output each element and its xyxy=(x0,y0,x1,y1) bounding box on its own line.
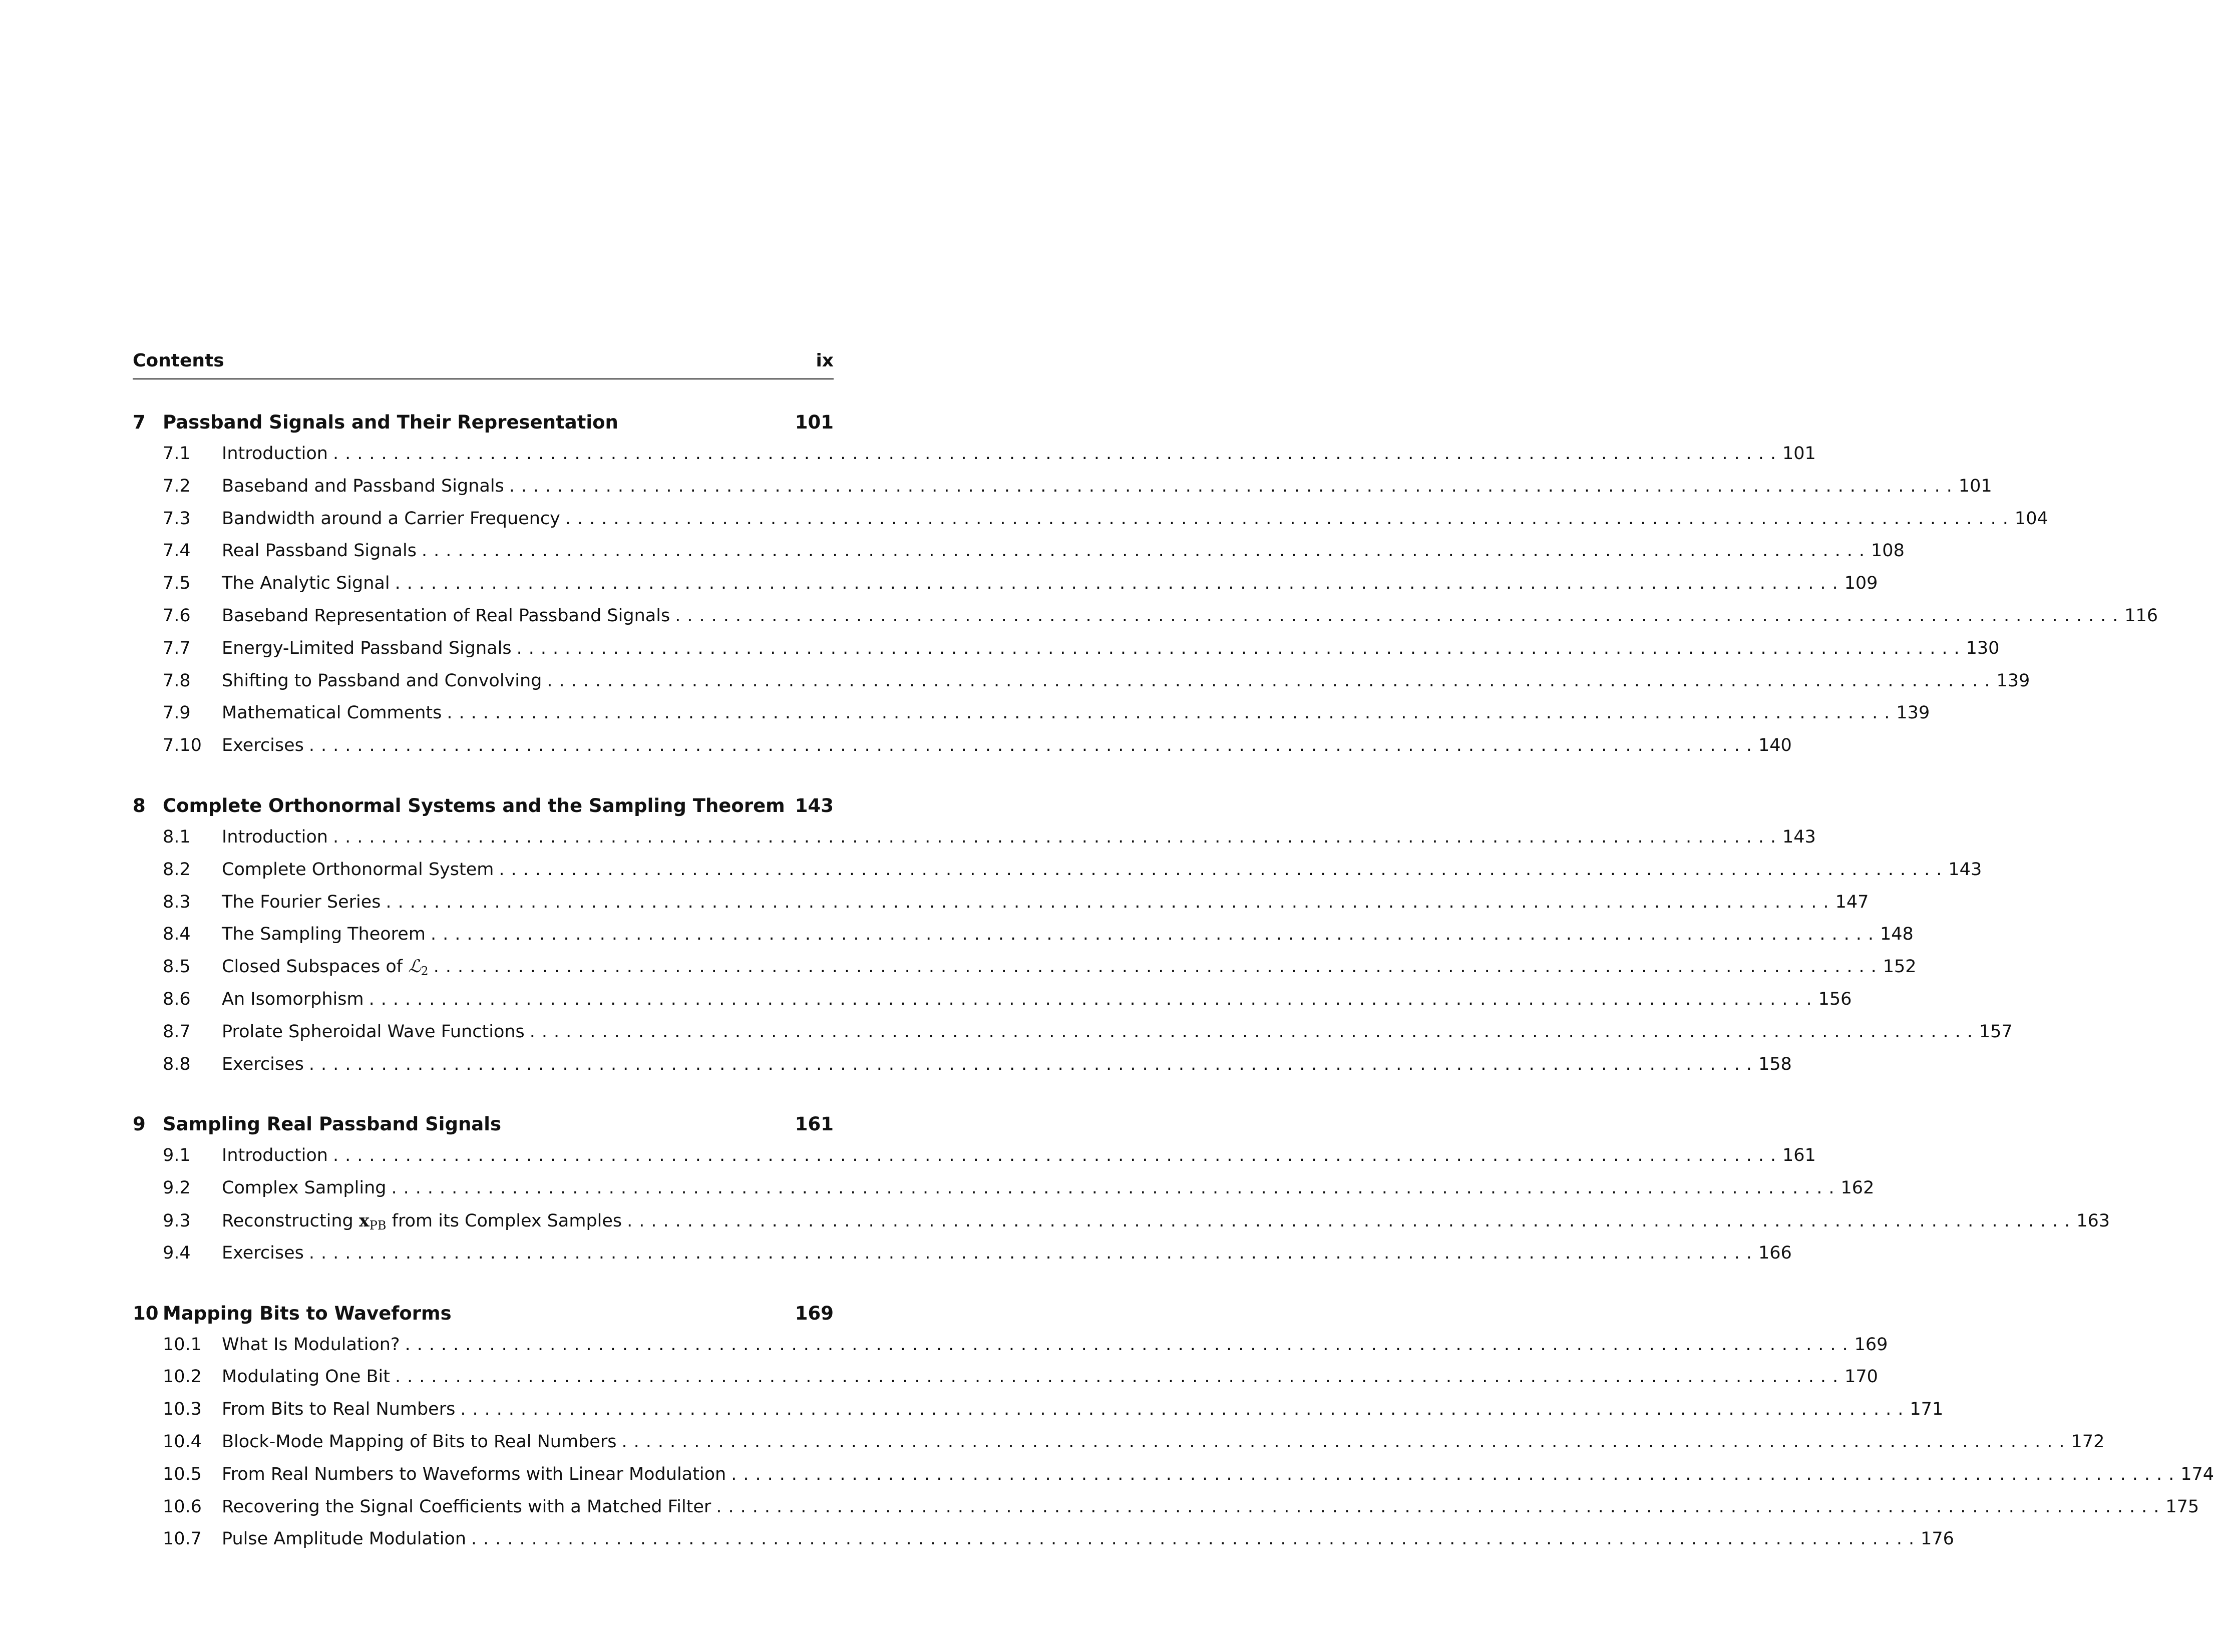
section-entry[interactable] xyxy=(133,957,1917,989)
section-number: 9.4 xyxy=(163,1243,191,1263)
section-title xyxy=(222,892,386,912)
section-page: 162 xyxy=(1840,1178,1875,1198)
section-page: 139 xyxy=(1896,703,1930,723)
dot-leader: ........................................................................................................................ xyxy=(731,1464,2181,1484)
section-entry[interactable] xyxy=(133,1243,1792,1276)
dot-leader: ........................................................................................................................ xyxy=(516,638,1966,658)
section-entry[interactable] xyxy=(133,703,1930,735)
section-number: 8.5 xyxy=(163,957,191,977)
section-entry[interactable] xyxy=(133,476,1992,509)
section-entry[interactable] xyxy=(133,1399,1944,1432)
section-number: 7.5 xyxy=(163,573,191,594)
section-number: 7.1 xyxy=(163,444,191,464)
section-title xyxy=(222,1054,309,1074)
dot-leader: ........................................................................................................................ xyxy=(499,859,1949,880)
section-entry[interactable] xyxy=(133,989,1852,1022)
chapter-number: 9 xyxy=(133,1113,146,1135)
dot-leader: ........................................................................................................................ xyxy=(405,1334,1855,1355)
dot-leader: ........................................................................................................................ xyxy=(421,541,1872,561)
section-entry[interactable] xyxy=(133,1496,2199,1529)
section-title-text: Reconstructing xyxy=(222,1210,359,1231)
section-page: 176 xyxy=(1921,1529,1954,1549)
section-title-text: from its Complex Samples xyxy=(386,1210,622,1231)
chapter-entry[interactable] xyxy=(133,411,834,444)
section-page: 170 xyxy=(1844,1367,1878,1387)
section-title-text: The Analytic Signal xyxy=(222,573,390,594)
section-page: 175 xyxy=(2165,1496,2199,1517)
section-title-text: Introduction xyxy=(222,827,328,847)
section-title xyxy=(222,1399,460,1419)
section-page: 116 xyxy=(2124,605,2158,626)
section-title-text: Baseband Representation of Real Passband Signals xyxy=(222,605,670,626)
section-page: 101 xyxy=(1782,444,1816,464)
section-page: 101 xyxy=(1958,476,1992,496)
toc-page xyxy=(133,350,2214,1588)
dot-leader: ........................................................................................................................ xyxy=(621,1431,2071,1452)
section-title xyxy=(222,924,431,944)
section-number: 7.4 xyxy=(163,541,191,561)
toc-chapter xyxy=(133,794,2013,1086)
dot-leader: ........................................................................................................................ xyxy=(308,1243,1758,1263)
toc-chapter xyxy=(133,1302,2214,1562)
section-page: 152 xyxy=(1883,957,1917,977)
section-page: 157 xyxy=(1979,1021,2013,1042)
section-title-text: Introduction xyxy=(222,444,328,464)
section-title xyxy=(222,476,509,496)
section-entry[interactable] xyxy=(133,827,1816,860)
section-title-text: Exercises xyxy=(222,735,304,756)
dot-leader: ........................................................................................................................ xyxy=(675,605,2125,626)
section-page: 158 xyxy=(1758,1054,1792,1074)
section-page: 139 xyxy=(1996,670,2030,691)
section-entry[interactable] xyxy=(133,1529,1954,1561)
section-page: 143 xyxy=(1782,827,1816,847)
math-subscript: 2 xyxy=(421,964,429,979)
section-title-text: Bandwidth around a Carrier Frequency xyxy=(222,508,560,529)
dot-leader: ........................................................................................................................ xyxy=(627,1210,2077,1231)
section-entry[interactable] xyxy=(133,1054,1792,1087)
section-entry[interactable] xyxy=(133,1464,2214,1497)
chapter-title: Passband Signals and Their Representation xyxy=(163,411,618,433)
section-page: 108 xyxy=(1871,541,1905,561)
section-number: 10.7 xyxy=(163,1529,202,1549)
section-number: 9.3 xyxy=(163,1210,191,1231)
section-title xyxy=(222,1335,405,1355)
section-title-text: The Sampling Theorem xyxy=(222,924,426,945)
dot-leader: ........................................................................................................................ xyxy=(471,1529,1921,1549)
section-title xyxy=(222,1464,731,1484)
section-title xyxy=(222,541,422,561)
table-of-contents xyxy=(133,411,2214,1561)
section-entry[interactable] xyxy=(133,859,1982,892)
section-number: 10.4 xyxy=(163,1431,202,1452)
section-entry[interactable] xyxy=(133,1021,2013,1054)
dot-leader: ........................................................................................................................ xyxy=(716,1496,2166,1517)
section-number: 7.8 xyxy=(163,670,191,691)
section-title xyxy=(222,638,517,658)
section-title xyxy=(222,1432,621,1452)
section-number: 10.2 xyxy=(163,1367,202,1387)
section-number: 7.2 xyxy=(163,476,191,496)
section-title xyxy=(222,735,309,755)
dot-leader: ........................................................................................................................ xyxy=(386,892,1835,912)
section-entry[interactable] xyxy=(133,735,1792,768)
section-entry[interactable] xyxy=(133,1367,1878,1399)
section-entry[interactable] xyxy=(133,670,2030,703)
chapter-entry[interactable] xyxy=(133,1113,834,1145)
section-title xyxy=(222,671,547,691)
section-title xyxy=(222,1178,391,1198)
chapter-number: 10 xyxy=(133,1302,159,1324)
section-title xyxy=(222,1367,395,1387)
section-title xyxy=(222,1243,309,1263)
section-number: 8.7 xyxy=(163,1021,191,1042)
section-number: 8.2 xyxy=(163,859,191,880)
section-entry[interactable] xyxy=(133,924,1914,957)
section-page: 140 xyxy=(1758,735,1792,756)
section-title xyxy=(222,860,499,880)
chapter-title: Complete Orthonormal Systems and the Sampling Theorem xyxy=(163,794,785,816)
section-number: 10.6 xyxy=(163,1496,202,1517)
section-title xyxy=(222,1529,471,1549)
dot-leader: ........................................................................................................................ xyxy=(308,735,1758,756)
chapter-entry[interactable] xyxy=(133,795,834,827)
section-title-text: Introduction xyxy=(222,1145,328,1166)
section-title-text: Block-Mode Mapping of Bits to Real Numbers xyxy=(222,1431,617,1452)
section-entry[interactable] xyxy=(133,1210,2110,1243)
section-page: 109 xyxy=(1844,573,1878,594)
section-title-text: Baseband and Passband Signals xyxy=(222,476,504,496)
section-page: 130 xyxy=(1966,638,2000,658)
section-page: 147 xyxy=(1835,892,1869,912)
section-page: 143 xyxy=(1948,859,1982,880)
math-subscript: PB xyxy=(369,1218,387,1232)
section-page: 171 xyxy=(1910,1399,1944,1420)
section-entry[interactable] xyxy=(133,1431,2105,1464)
section-title xyxy=(222,1145,333,1165)
dot-leader: ........................................................................................................................ xyxy=(368,989,1818,1009)
dot-leader: ........................................................................................................................ xyxy=(447,703,1897,723)
section-title-text: Closed Subspaces of xyxy=(222,957,409,977)
dot-leader: ........................................................................................................................ xyxy=(395,573,1844,594)
chapter-page: 161 xyxy=(795,1113,834,1135)
section-entry[interactable] xyxy=(133,541,1905,573)
dot-leader: ........................................................................................................................ xyxy=(395,1367,1845,1387)
section-title-text: The Fourier Series xyxy=(222,892,381,912)
running-header-title: Contents xyxy=(133,350,224,371)
section-entry[interactable] xyxy=(133,1334,1888,1367)
dot-leader: ........................................................................................................................ xyxy=(332,827,1783,847)
chapter-number: 8 xyxy=(133,794,146,816)
section-title-text: Recovering the Signal Coefficients with a Matched Filter xyxy=(222,1496,711,1517)
section-title xyxy=(222,703,447,723)
dot-leader: ........................................................................................................................ xyxy=(565,508,2015,529)
section-title xyxy=(222,989,369,1009)
section-entry[interactable] xyxy=(133,508,2048,541)
section-number: 8.4 xyxy=(163,924,191,945)
chapter-entry[interactable] xyxy=(133,1303,834,1335)
section-entry[interactable] xyxy=(133,573,1878,606)
dot-leader: ........................................................................................................................ xyxy=(391,1178,1841,1198)
section-title-text: Real Passband Signals xyxy=(222,541,417,561)
dot-leader: ........................................................................................................................ xyxy=(529,1021,1979,1042)
section-title xyxy=(222,573,395,593)
section-title-text: What Is Modulation? xyxy=(222,1334,400,1355)
dot-leader: ........................................................................................................................ xyxy=(332,1145,1783,1166)
section-page: 174 xyxy=(2180,1464,2214,1484)
section-entry[interactable] xyxy=(133,892,1869,925)
section-title xyxy=(222,606,675,626)
section-title-text: Energy-Limited Passband Signals xyxy=(222,638,512,658)
section-title-text: Exercises xyxy=(222,1054,304,1074)
section-entry[interactable] xyxy=(133,1178,1875,1210)
running-header xyxy=(133,350,834,379)
dot-leader: ........................................................................................................................ xyxy=(433,957,1883,977)
section-number: 8.6 xyxy=(163,989,191,1009)
section-title-text: Exercises xyxy=(222,1243,304,1263)
chapter-page: 101 xyxy=(795,411,834,433)
section-entry[interactable] xyxy=(133,1145,1816,1178)
toc-chapter xyxy=(133,411,2158,768)
math-symbol: ℒ xyxy=(408,957,421,977)
chapter-page: 169 xyxy=(795,1302,834,1324)
dot-leader: ........................................................................................................................ xyxy=(547,670,1997,691)
section-title-text: Modulating One Bit xyxy=(222,1367,391,1387)
page-number: ix xyxy=(816,350,834,371)
chapter-title: Sampling Real Passband Signals xyxy=(163,1113,501,1135)
dot-leader: ........................................................................................................................ xyxy=(509,476,1959,496)
section-title-text: Complex Sampling xyxy=(222,1178,387,1198)
section-title-text: Complete Orthonormal System xyxy=(222,859,494,880)
dot-leader: ........................................................................................................................ xyxy=(308,1054,1758,1074)
chapter-number: 7 xyxy=(133,411,146,433)
section-page: 104 xyxy=(2014,508,2048,529)
section-entry[interactable] xyxy=(133,605,2158,638)
section-title xyxy=(222,444,333,464)
section-number: 8.3 xyxy=(163,892,191,912)
chapter-page: 143 xyxy=(795,794,834,816)
section-number: 7.6 xyxy=(163,605,191,626)
section-entry[interactable] xyxy=(133,638,2000,671)
section-number: 10.3 xyxy=(163,1399,202,1420)
section-page: 156 xyxy=(1818,989,1852,1009)
section-title xyxy=(222,957,434,978)
section-number: 7.9 xyxy=(163,703,191,723)
section-page: 163 xyxy=(2076,1210,2110,1231)
section-title-text: Shifting to Passband and Convolving xyxy=(222,670,542,691)
section-title-text: Mathematical Comments xyxy=(222,703,442,723)
section-title xyxy=(222,509,565,529)
section-title-text: Prolate Spheroidal Wave Functions xyxy=(222,1021,525,1042)
dot-leader: ........................................................................................................................ xyxy=(430,924,1880,945)
section-number: 8.1 xyxy=(163,827,191,847)
section-title xyxy=(222,827,333,847)
math-symbol: x xyxy=(358,1210,370,1231)
section-number: 10.1 xyxy=(163,1334,202,1355)
section-number: 9.1 xyxy=(163,1145,191,1166)
section-page: 169 xyxy=(1854,1334,1888,1355)
section-title-text: From Bits to Real Numbers xyxy=(222,1399,456,1420)
section-entry[interactable] xyxy=(133,444,1816,476)
section-number: 7.3 xyxy=(163,508,191,529)
section-title xyxy=(222,1022,530,1042)
dot-leader: ........................................................................................................................ xyxy=(332,444,1783,464)
section-title-text: Pulse Amplitude Modulation xyxy=(222,1529,467,1549)
chapter-title: Mapping Bits to Waveforms xyxy=(163,1302,452,1324)
section-number: 9.2 xyxy=(163,1178,191,1198)
section-number: 10.5 xyxy=(163,1464,202,1484)
section-number: 7.10 xyxy=(163,735,202,756)
section-page: 166 xyxy=(1758,1243,1792,1263)
section-title xyxy=(222,1210,627,1232)
section-title-text: An Isomorphism xyxy=(222,989,364,1009)
section-page: 148 xyxy=(1880,924,1914,945)
section-title-text: From Real Numbers to Waveforms with Linear Modulation xyxy=(222,1464,726,1484)
section-page: 172 xyxy=(2071,1431,2105,1452)
toc-chapter xyxy=(133,1113,2110,1275)
dot-leader: ........................................................................................................................ xyxy=(460,1399,1910,1420)
section-number: 7.7 xyxy=(163,638,191,658)
section-page: 161 xyxy=(1782,1145,1816,1166)
section-number: 8.8 xyxy=(163,1054,191,1074)
section-title xyxy=(222,1497,716,1517)
